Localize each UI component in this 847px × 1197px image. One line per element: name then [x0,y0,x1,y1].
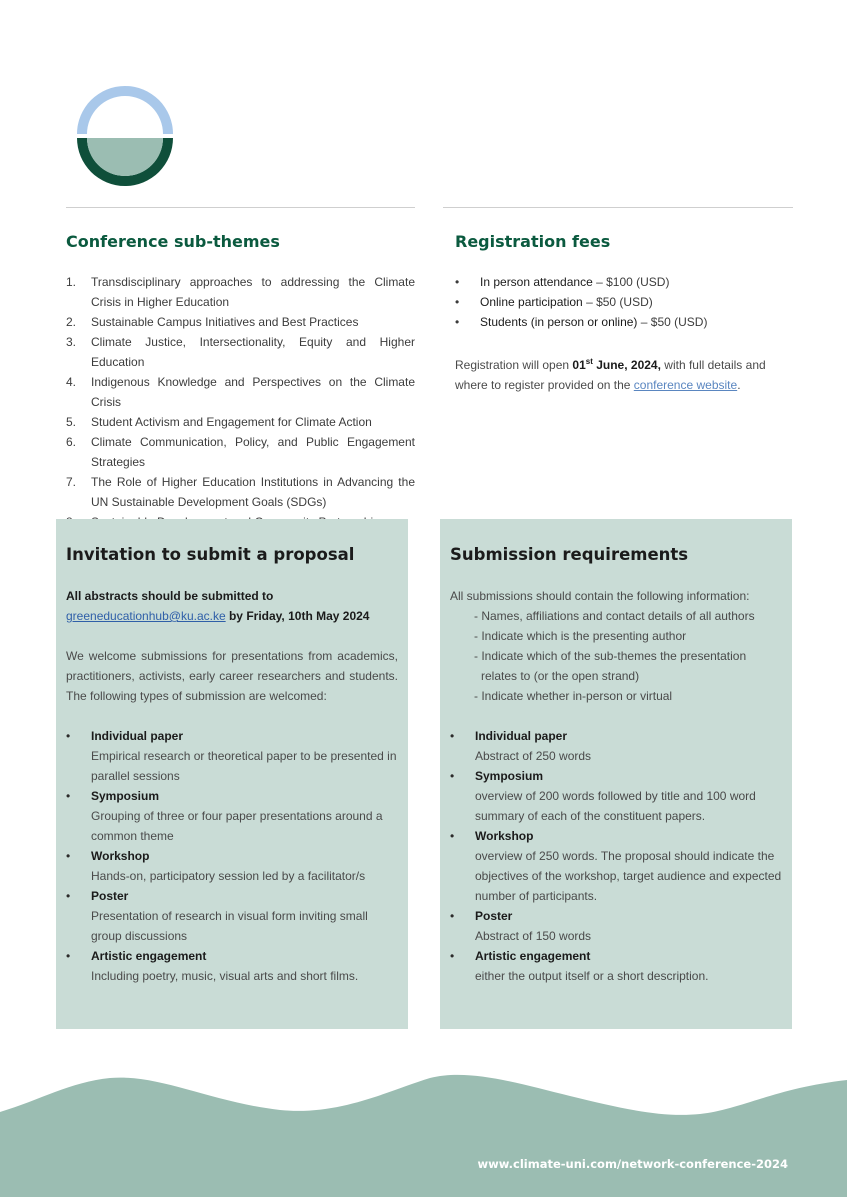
divider-right [443,207,793,208]
invitation-panel [56,519,408,1029]
footer-url: www.climate-uni.com/network-conference-2024 [477,1157,788,1171]
footer-wave [0,1060,847,1197]
list-item: • Artistic engagement Including poetry, music, visual arts and short films. [66,949,359,983]
requirements-intro: All submissions should contain the following information: [450,589,750,603]
list-item: 2. Sustainable Campus Initiatives and Best Practices [66,315,359,329]
list-item: 3. Climate Justice, Intersectionality, Equity and Higher Education [66,335,415,369]
abstract-submission-note: All abstracts should be submitted to greeneducationhub@ku.ac.ke by Friday, 10th May 2024 [66,589,370,623]
invitation-intro: We welcome submissions for presentations from academics, practitioners, activists, early career researchers and students. The following types of submission are welcomed: [66,649,398,703]
list-item: 1. Transdisciplinary approaches to addressing the Climate Crisis in Higher Education [66,275,415,309]
list-item: 7. The Role of Higher Education Institutions in Advancing the UN Sustainable Development Goals (SDGs) [66,475,415,509]
list-item: • In person attendance – $100 (USD) [455,275,670,289]
list-item: • Poster Presentation of research in visual form inviting small group discussions [66,889,368,943]
list-item: 6. Climate Communication, Policy, and Public Engagement Strategies [66,435,415,469]
subthemes-heading: Conference sub-themes [66,232,280,251]
list-item: • Individual paper Abstract of 250 words [450,729,592,763]
fees-list [455,272,795,332]
list-item: • Poster Abstract of 150 words [450,909,592,943]
list-item: • Artistic engagement either the output itself or a short description. [450,949,709,983]
requirements-heading: Submission requirements [450,545,689,564]
list-item: • Workshop overview of 250 words. The proposal should indicate the objectives of the workshop, target audience and expected number of participants. [450,829,782,903]
divider-left [66,207,415,208]
list-item: - Indicate whether in-person or virtual [474,689,673,703]
list-item: 4. Indigenous Knowledge and Perspectives on the Climate Crisis [66,375,415,409]
list-item: • Students (in person or online) – $50 (USD) [455,315,708,329]
requirement-types-list [450,726,782,986]
list-item: • Online participation – $50 (USD) [455,295,653,309]
invitation-heading: Invitation to submit a proposal [66,545,355,564]
list-item: • Individual paper Empirical research or theoretical paper to be presented in parallel sessions [66,729,397,783]
submission-types-list [66,726,398,986]
submission-email-link[interactable]: greeneducationhub@ku.ac.ke [66,609,226,623]
conference-website-link[interactable]: conference website [633,378,738,392]
subthemes-list [66,272,415,532]
requirements-panel [440,519,792,1029]
list-item: - Indicate which is the presenting author [474,629,687,643]
list-item: 5. Student Activism and Engagement for Climate Action [66,415,372,429]
list-item: • Symposium Grouping of three or four paper presentations around a common theme [66,789,383,843]
list-item: • Symposium overview of 200 words followed by title and 100 word summary of each of the constituent papers. [450,769,756,823]
list-item: - Indicate which of the sub-themes the presentation relates to (or the open strand) [474,649,747,683]
fees-heading: Registration fees [455,232,611,251]
required-info-list [450,606,782,706]
list-item: - Names, affiliations and contact details of all authors [474,609,755,623]
list-item: • Workshop Hands-on, participatory session led by a facilitator/s [66,849,366,883]
conference-logo [77,86,173,186]
registration-note: Registration will open 01st June, 2024, with full details and where to register provided on the conference website. [455,357,766,392]
